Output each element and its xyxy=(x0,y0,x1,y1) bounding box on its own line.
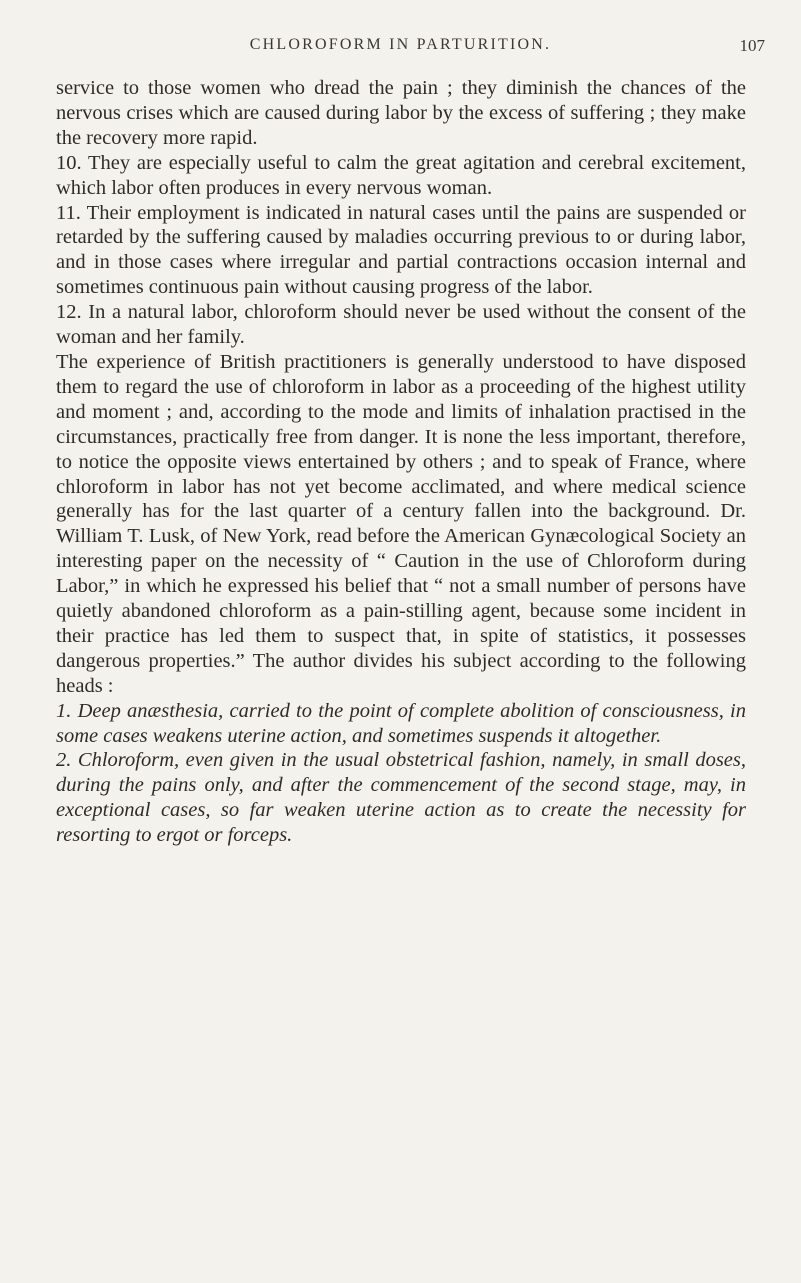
paragraph-head-2: 2. Chloroform, even given in the usual obstetrical fashion, namely, in small doses, during the pains only, and after the commencement of the second stage, may, in exceptional cases, so far weaken uterine action as to create the necessity for resorting to ergot or forceps. xyxy=(56,749,746,847)
running-head xyxy=(0,36,801,60)
paragraph-item-12: 12. In a natural labor, chloroform should never be used without the consent of the woman and her family. xyxy=(56,301,746,349)
paragraph-british-experience: The experience of British practitioners is generally understood to have disposed them to regard the use of chloroform in labor as a proceeding of the highest utility and moment ; and, according to the mode and limits of inhalation practised in the circumstances, practically free from danger. It is none the less important, therefore, to notice the opposite views entertained by others ; and to speak of France, where chloroform in labor has not yet become acclimated, and where medical science generally has for the last quarter of a century fallen into the background. Dr. William T. Lusk, of New York, read before the American Gynæcological Society an interesting paper on the necessity of “ Caution in the use of Chloroform during Labor,” in which he expressed his belief that “ not a small number of persons have quietly abandoned chloroform as a pain-stilling agent, because some incident in their practice has led them to suspect that, in spite of statistics, it possesses dangerous properties.” The author divides his subject according to the following heads : xyxy=(56,350,746,697)
page-number: 107 xyxy=(739,36,765,55)
paragraph-continuation: service to those women who dread the pain ; they diminish the chances of the nervous crises which are caused during labor by the excess of suffering ; they make the recovery more rapid. xyxy=(56,77,746,149)
paragraph-item-11: 11. Their employment is indicated in natural cases until the pains are suspended or retarded by the suffering caused by maladies occurring previous to or during labor, and in those cases where irregular and partial contractions occasion internal and sometimes continuous pain without causing progress of the labor. xyxy=(56,201,746,299)
running-title: CHLOROFORM IN PARTURITION. xyxy=(249,36,552,53)
paragraph-head-1: 1. Deep anæsthesia, carried to the point of complete abolition of consciousness, in some cases weakens uterine action, and sometimes suspends it altogether. xyxy=(56,699,746,747)
paragraph-item-10: 10. They are especially useful to calm the great agitation and cerebral excitement, which labor often produces in every nervous woman. xyxy=(56,151,746,199)
body-text xyxy=(56,76,746,848)
